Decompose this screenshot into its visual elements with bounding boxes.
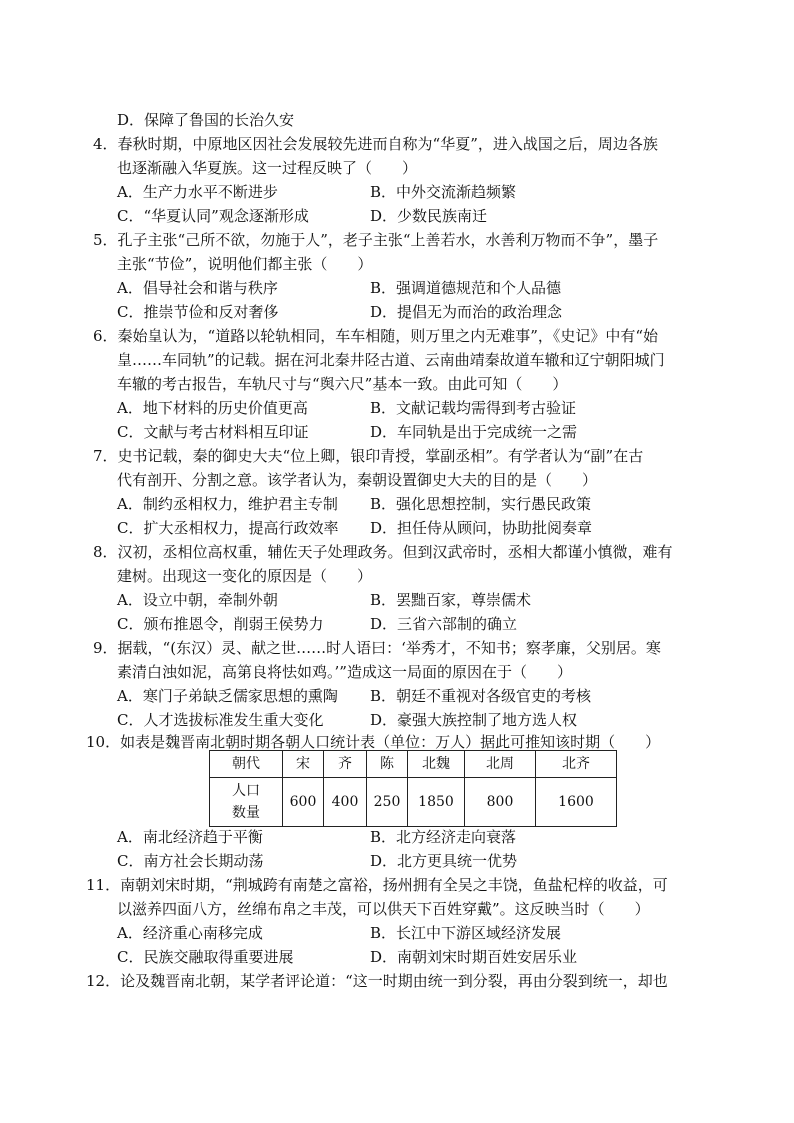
q8-line-2: 建树。出现这一变化的原因是（ ） — [117, 567, 373, 585]
option-key: C． — [117, 852, 144, 870]
option-key: C． — [117, 519, 144, 537]
q9-line-2: 素清白浊如泥，高第良将怯如鸡。’”造成这一局面的原因在于（ ） — [117, 663, 572, 681]
option-text: 民族交融取得重要进展 — [143, 948, 294, 966]
table-cell-dynasty: 齐 — [324, 751, 367, 778]
option-key: A． — [117, 687, 143, 705]
q11-option-a — [117, 922, 263, 944]
option-key: D． — [370, 711, 398, 729]
table-cell-dynasty: 陈 — [367, 751, 408, 778]
option-text: 人才选拔标准发生重大变化 — [143, 711, 324, 729]
option-text: 制约丞相权力，维护君主专制 — [142, 495, 338, 513]
option-key: D． — [370, 615, 398, 633]
q11-option-d — [370, 946, 577, 968]
option-key: C． — [117, 423, 144, 441]
question-text: 秦始皇认为，“道路以轮轨相同，车车相随，则万里之内无难事”，《史记》中有“始 — [117, 327, 659, 345]
question-number: 7． — [93, 447, 118, 465]
option-text: 中外交流渐趋频繁 — [396, 183, 517, 201]
q4-line-1 — [93, 133, 658, 155]
q4-option-b — [370, 181, 516, 203]
question-text: 史书记载，秦的御史大夫“位上卿，银印青授，掌副丞相”。有学者认为“副”在古 — [117, 447, 644, 465]
option-key: C． — [117, 711, 144, 729]
q5-option-d — [370, 301, 562, 323]
table-cell-dynasty: 宋 — [283, 751, 324, 778]
q8-option-d — [370, 613, 517, 635]
option-text: 车同轨是出于完成统一之需 — [397, 423, 578, 441]
option-text: 扩大丞相权力，提高行政效率 — [143, 519, 339, 537]
option-key: A． — [117, 495, 143, 513]
table-cell-population: 1600 — [536, 778, 617, 827]
option-key: D． — [370, 207, 398, 225]
option-text: 南朝刘宋时期百姓安居乐业 — [397, 948, 578, 966]
q9-option-b — [370, 685, 591, 707]
question-text: 汉初，丞相位高权重，辅佐天子处理政务。但到汉武帝时，丞相大都谨小慎微，难有 — [117, 543, 673, 561]
option-text: 豪强大族控制了地方选人权 — [397, 711, 578, 729]
question-text: 据载，“(东汉）灵、献之世……时人语曰：‘举秀才，不知书；察孝廉，父别居。寒 — [117, 639, 661, 657]
option-key: B． — [370, 591, 397, 609]
question-number: 10． — [86, 733, 121, 751]
option-key: A． — [117, 591, 143, 609]
q3-option-d — [117, 109, 294, 131]
table-cell-population: 1850 — [408, 778, 465, 827]
option-key: B． — [370, 279, 397, 297]
table-cell-dynasty: 北齐 — [536, 751, 617, 778]
q7-option-d — [370, 517, 592, 539]
q4-line-2: 也逐渐融入华夏族。这一过程反映了（ ） — [117, 159, 418, 177]
q10-option-a — [117, 826, 263, 848]
option-key: B． — [370, 687, 397, 705]
question-number: 12． — [86, 972, 121, 990]
q9-option-d — [370, 709, 577, 731]
option-key: B． — [370, 183, 397, 201]
option-key: C． — [117, 615, 144, 633]
q4-option-d — [370, 205, 487, 227]
option-text: 南方社会长期动荡 — [143, 852, 264, 870]
option-key: B． — [370, 924, 397, 942]
q6-option-b — [370, 397, 576, 419]
question-text: 论及魏晋南北朝，某学者评论道：“这一时期由统一到分裂，再由分裂到统一，却也 — [120, 972, 668, 990]
question-text: 南朝刘宋时期，“荆城跨有南楚之富裕，扬州拥有全吴之丰饶，鱼盐杞梓的收益，可 — [120, 876, 668, 894]
option-key: B． — [370, 399, 397, 417]
table-cell-population: 800 — [465, 778, 536, 827]
option-key: A． — [117, 828, 143, 846]
q5-option-a — [117, 277, 278, 299]
option-key: D． — [370, 852, 398, 870]
option-text: 地下材料的历史价值更高 — [142, 399, 308, 417]
q5-line-2: 主张“节俭”，说明他们都主张（ ） — [117, 255, 373, 273]
q10-option-d — [370, 850, 517, 872]
q8-line-1 — [93, 541, 673, 563]
q7-option-c — [117, 517, 339, 539]
option-text: 南北经济趋于平衡 — [142, 828, 263, 846]
table-row-header: 朝代 — [210, 751, 283, 778]
table-header-row — [210, 751, 617, 778]
q11-option-c — [117, 946, 294, 968]
option-text: 提倡无为而治的政治理念 — [397, 303, 563, 321]
option-text: 强调道德规范和个人品德 — [396, 279, 562, 297]
table-cell-population: 400 — [324, 778, 367, 827]
option-key: A． — [117, 279, 143, 297]
q6-line-2: 皇……车同轨”的记载。据在河北秦井陉古道、云南曲靖秦故道车辙和辽宁朝阳城门 — [117, 351, 665, 369]
question-number: 11． — [86, 876, 121, 894]
population-table — [209, 750, 617, 827]
row-header-line-1: 人口 — [232, 783, 260, 799]
q4-option-c — [117, 205, 309, 227]
option-key: D． — [117, 111, 145, 129]
option-text: 强化思想控制，实行愚民政策 — [396, 495, 592, 513]
option-text: 三省六部制的确立 — [397, 615, 518, 633]
q7-line-2: 代有剖开、分割之意。该学者认为，秦朝设置御史大夫的目的是（ ） — [117, 471, 598, 489]
option-text: 推崇节俭和反对奢侈 — [143, 303, 279, 321]
option-key: D． — [370, 423, 398, 441]
option-text: 北方更具统一优势 — [397, 852, 518, 870]
table-cell-dynasty: 北魏 — [408, 751, 465, 778]
q6-line-3: 车辙的考古报告，车轨尺寸与“舆六尺”基本一致。由此可知（ ） — [117, 375, 568, 393]
option-text: 设立中朝，牵制外朝 — [142, 591, 278, 609]
q4-option-a — [117, 181, 278, 203]
option-text: 朝廷不重视对各级官吏的考核 — [396, 687, 592, 705]
q9-option-a — [117, 685, 338, 707]
q8-option-b — [370, 589, 531, 611]
q6-option-a — [117, 397, 308, 419]
option-text: 保障了鲁国的长治久安 — [144, 111, 295, 129]
q7-option-a — [117, 493, 338, 515]
question-text: 如表是魏晋南北朝时期各朝人口统计表（单位：万人）据此可推知该时期（ ） — [120, 733, 661, 751]
option-text: 文献与考古材料相互印证 — [143, 423, 309, 441]
q9-option-c — [117, 709, 324, 731]
question-number: 4． — [93, 135, 118, 153]
q8-option-a — [117, 589, 278, 611]
row-header-line-2: 数量 — [232, 805, 260, 821]
q7-line-1 — [93, 445, 643, 467]
option-text: 担任侍从顾问，协助批阅奏章 — [397, 519, 593, 537]
question-text: 春秋时期，中原地区因社会发展较先进而自称为“华夏”，进入战国之后，周边各族 — [117, 135, 658, 153]
option-text: 经济重心南移完成 — [142, 924, 263, 942]
option-text: 罢黜百家，尊崇儒术 — [396, 591, 532, 609]
option-key: C． — [117, 207, 144, 225]
option-key: C． — [117, 948, 144, 966]
q6-option-d — [370, 421, 577, 443]
option-key: C． — [117, 303, 144, 321]
option-text: “华夏认同”观念逐渐形成 — [143, 207, 309, 225]
question-number: 9． — [93, 639, 118, 657]
option-key: B． — [370, 828, 397, 846]
q6-option-c — [117, 421, 309, 443]
option-key: D． — [370, 948, 398, 966]
option-text: 寒门子弟缺乏儒家思想的熏陶 — [142, 687, 338, 705]
q7-option-b — [370, 493, 591, 515]
q5-option-c — [117, 301, 279, 323]
q5-option-b — [370, 277, 561, 299]
q11-line-1 — [86, 874, 668, 896]
option-text: 少数民族南迁 — [397, 207, 488, 225]
question-text: 孔子主张“己所不欲，勿施于人”，老子主张“上善若水，水善利万物而不争”，墨子 — [117, 231, 659, 249]
q10-option-b — [370, 826, 516, 848]
option-text: 文献记载均需得到考古验证 — [396, 399, 577, 417]
q12-line-1 — [86, 970, 668, 992]
table-cell-dynasty: 北周 — [465, 751, 536, 778]
option-key: A． — [117, 399, 143, 417]
question-number: 8． — [93, 543, 118, 561]
q11-line-2: 以滋养四面八方，丝绵布帛之丰茂，可以供天下百姓穿戴”。这反映当时（ ） — [117, 900, 650, 918]
table-row-header — [210, 778, 283, 827]
q6-line-1 — [93, 325, 658, 347]
option-key: D． — [370, 519, 398, 537]
option-text: 生产力水平不断进步 — [142, 183, 278, 201]
option-text: 长江中下游区域经济发展 — [396, 924, 562, 942]
option-key: D． — [370, 303, 398, 321]
q8-option-c — [117, 613, 324, 635]
q10-option-c — [117, 850, 264, 872]
option-key: A． — [117, 183, 143, 201]
q11-option-b — [370, 922, 561, 944]
question-number: 6． — [93, 327, 118, 345]
table-value-row — [210, 778, 617, 827]
table-cell-population: 250 — [367, 778, 408, 827]
question-number: 5． — [93, 231, 118, 249]
table-cell-population: 600 — [283, 778, 324, 827]
option-key: B． — [370, 495, 397, 513]
option-text: 北方经济走向衰落 — [396, 828, 517, 846]
option-key: A． — [117, 924, 143, 942]
q9-line-1 — [93, 637, 661, 659]
option-text: 倡导社会和谐与秩序 — [142, 279, 278, 297]
option-text: 颁布推恩令，削弱王侯势力 — [143, 615, 324, 633]
q5-line-1 — [93, 229, 658, 251]
